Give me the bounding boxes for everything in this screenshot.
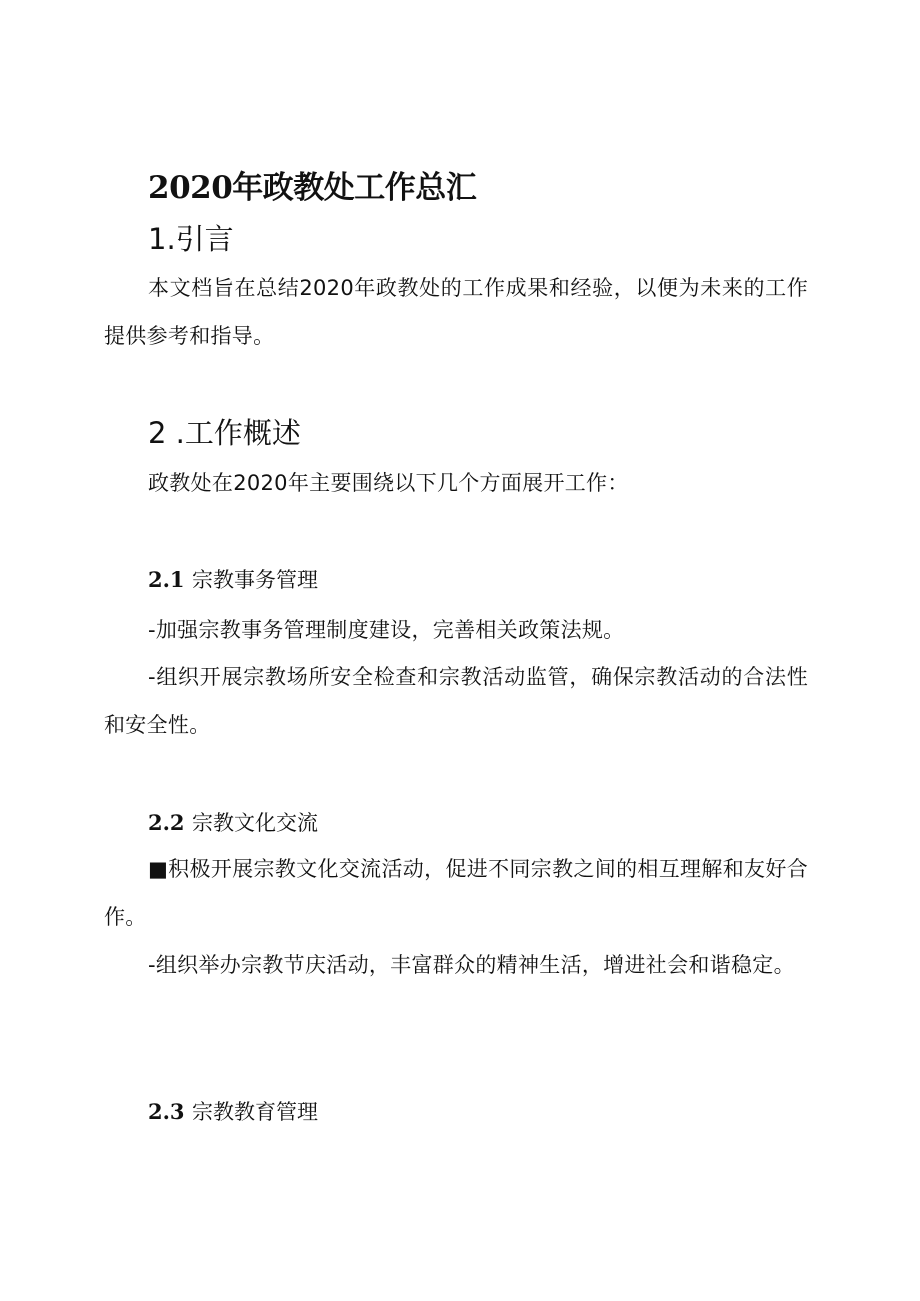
document-title (148, 168, 476, 208)
subsection-title: 宗教教育管理 (192, 1100, 318, 1124)
subsection-title: 宗教文化交流 (192, 811, 318, 835)
subsection-number: 2.1 (148, 567, 185, 592)
intro-paragraph: 本文档旨在总结2020年政教处的工作成果和经验，以便为未来的工作提供参考和指导。 (104, 276, 808, 348)
subsection-heading-2-2 (148, 808, 318, 838)
subsection-title: 宗教事务管理 (192, 568, 318, 592)
section-heading-overview: 2 .工作概述 (148, 416, 301, 450)
subsection-number: 2.2 (148, 810, 185, 835)
list-item: -组织举办宗教节庆活动，丰富群众的精神生活，增进社会和谐稳定。 (148, 953, 795, 977)
list-item: -组织开展宗教场所安全检查和宗教活动监管，确保宗教活动的合法性和安全性。 (104, 665, 808, 737)
section-heading-intro: 1.引言 (148, 222, 234, 256)
title-year: 2020 (148, 170, 233, 206)
overview-paragraph: 政教处在2020年主要围绕以下几个方面展开工作： (148, 471, 629, 495)
list-item: ■积极开展宗教文化交流活动，促进不同宗教之间的相互理解和友好合作。 (104, 857, 808, 929)
subsection-number: 2.3 (148, 1099, 185, 1124)
subsection-heading-2-1 (148, 565, 318, 595)
title-text: 年政教处工作总汇 (232, 170, 477, 206)
list-item: -加强宗教事务管理制度建设，完善相关政策法规。 (148, 618, 625, 642)
subsection-heading-2-3 (148, 1097, 318, 1127)
